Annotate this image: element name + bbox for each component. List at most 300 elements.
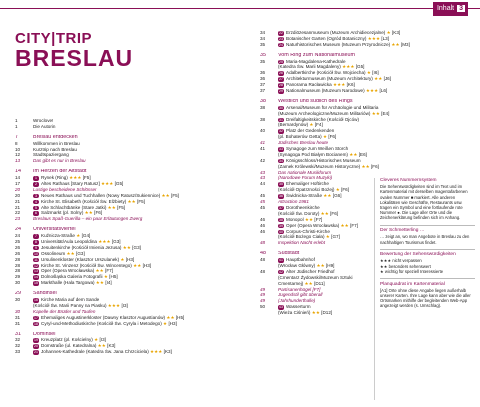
sight-number-badge: 35 [279, 182, 283, 187]
sight-number-badge: 13 [34, 269, 38, 274]
grid-ref: [L6] [378, 88, 388, 94]
page-ref: 34 [260, 35, 266, 41]
page-ref: 42 [260, 157, 266, 163]
grid-ref: [F5] [169, 192, 179, 198]
divider [380, 225, 475, 226]
entry-title: Die Autorin [33, 123, 56, 129]
page-ref: 21 [15, 198, 21, 204]
rating-stars: ★★ [126, 198, 136, 204]
sight-number-badge: 4 [33, 200, 39, 205]
page-number: 3 [459, 5, 463, 12]
sight-number-badge: 33 [279, 147, 283, 152]
grid-ref: [G7] [329, 234, 340, 240]
sight-number-badge: 43 [279, 305, 283, 310]
legend-sidebar [380, 178, 475, 313]
grid-ref: [H5] [107, 274, 118, 280]
page-ref: 29 [15, 274, 21, 280]
page-ref: 31 [15, 331, 21, 337]
entry-title: Ehemaliges Augustinerkloster (Dawny Klasztor Augustianów) [41, 314, 166, 320]
page-ref: 7 [15, 134, 18, 140]
entry-title: Willkommen in Breslau [33, 140, 80, 146]
entry-body [278, 310, 332, 316]
sight-number-badge: 16 [34, 298, 38, 303]
sight-number-badge: 11 [34, 257, 38, 262]
page-ref: 36 [260, 70, 266, 76]
page-ref: 49 [260, 286, 266, 292]
sight-number-badge: 28 [279, 83, 283, 88]
rating-2: ★★ besonders sehenswert [380, 263, 431, 269]
page-ref: 41 [260, 140, 266, 146]
toc-column-left [15, 118, 245, 355]
toc-entry [260, 88, 475, 94]
toc-entry [15, 124, 245, 130]
rating-stars: ★★ [315, 262, 325, 268]
rating-stars: ★★ [65, 250, 75, 256]
grid-block [380, 282, 475, 309]
grid-ref: [G4] [80, 233, 91, 239]
rating-stars: ★★ [96, 343, 106, 349]
rating-1: ★★★ nicht verpassen [380, 258, 422, 264]
sight-number-badge: 32 [279, 129, 283, 134]
rating-stars: ★★ [370, 110, 380, 116]
entry-title: Jugendstil gibt überall [278, 292, 323, 298]
grid-ref: [H5] [174, 314, 185, 320]
toc-entry [260, 42, 475, 48]
page-ref: 13 [15, 158, 21, 164]
grid-ref: [D11] [312, 280, 325, 286]
sight-number-badge: 6 [33, 211, 39, 216]
section-tab [433, 2, 468, 16]
grid-ref: [K3] [390, 30, 401, 35]
sight-number-badge: 9 [33, 246, 39, 251]
sight-number-badge: 40 [279, 229, 283, 234]
numbering-heading: Cleveres Nummernsystem [380, 178, 437, 183]
butterfly-text: … zeigt an, wo man Angebote in Breslau zu den nachhaltigen Tourismus findet. [380, 234, 470, 245]
rating-block [380, 252, 475, 274]
entry-title: Breslaus Spaß-Guerilla – ein paar Erläutungen Zwerg [33, 216, 143, 222]
toc-entry [15, 158, 245, 164]
grid-ref: [F6] [328, 210, 339, 216]
rating-stars: ★ [102, 274, 108, 280]
toc-entry [15, 216, 245, 222]
page-ref: 32 [15, 343, 21, 349]
grid-ref: [J6] [382, 76, 391, 82]
page-ref: 44 [260, 181, 266, 187]
entry-body [33, 158, 86, 164]
entry-title: Wroclove! [33, 118, 54, 123]
sight-number-badge: 27 [279, 77, 283, 82]
entry-title: Botanischer Garten (Ogród Botaniczny) [286, 35, 367, 41]
entry-title: (Kościół Św. Marii Panny na Piasku) [33, 302, 107, 308]
sight-number-badge: 25 [279, 59, 283, 64]
page-ref: 38 [260, 98, 266, 104]
brand [15, 30, 133, 72]
entry-title: Jesuitenkirche (Kościół Imienia Jezusa) [41, 244, 122, 250]
entry-title: (Katedra Św. Marii Magdaleny) [278, 64, 341, 70]
rating-stars: ★★ [160, 192, 170, 198]
entry-title: Kirche St. Elisabeth (Kościół Św. Elżbiety) [41, 198, 127, 204]
entry-title: Alte Schlachtbänke (Stare Jatki) [41, 204, 107, 210]
grid-ref: [I3] [120, 302, 128, 308]
entry-title: Ossolineum [41, 250, 66, 256]
entry-body [278, 88, 387, 94]
entry-title: Erzdiözesanmuseum (Muzeum Archidiecezjalne) [286, 30, 386, 35]
page-ref: 1 [15, 118, 18, 123]
entry-title: (Synagoga Pod Białym Bocianem) [278, 151, 348, 157]
grid-text: [A1] Orte ohne diese Angabe liegen außerhalb unserer Karten. Ihre Lage kann aber wie die aller Ortsmarken mithilfe der begleitenden Web-App angezeigt werden (s. Umschlag). [380, 287, 471, 309]
page-ref: 41 [260, 146, 266, 152]
entry-title: Altes Rathaus [Stary Ratusz] [41, 181, 100, 187]
page-ref: 35 [260, 58, 266, 64]
page-ref: 40 [260, 128, 266, 134]
rating-stars: ★★★ [96, 239, 111, 245]
grid-ref: [I6] [370, 70, 379, 76]
grid-ref: [M3] [399, 41, 410, 47]
toc-entry [15, 321, 245, 327]
page-ref: 43 [260, 175, 266, 181]
page-ref: 49 [260, 298, 266, 304]
rating-stars: ★★ [94, 280, 105, 286]
entry-title: Panorama Racławicka [286, 82, 332, 88]
entry-title: (Wieża Ciśnień) [278, 310, 311, 316]
entry-title: Vom Ring zum Nationalmuseum [278, 52, 355, 58]
rating-stars: ★★ [165, 314, 175, 320]
entry-title: (Narodowe Forum Muzyki) [278, 175, 333, 181]
grid-heading: Planquadrat im Kartenmaterial [380, 281, 445, 287]
sight-number-badge: 21 [34, 350, 38, 355]
page-ref: 24 [15, 227, 21, 233]
page-ref: 20 [15, 192, 21, 198]
sight-number-badge: 5 [33, 206, 39, 211]
page-ref: 35 [260, 52, 266, 58]
rating-stars: ★★ [372, 76, 383, 82]
entry-title: Neues Rathaus und Tuchhallen (Nowy Ratusz/Sukiennice) [41, 192, 161, 198]
butterfly-block [380, 228, 475, 245]
page-ref: 37 [260, 88, 266, 94]
divider [380, 278, 475, 279]
rating-stars: ★★ [319, 210, 329, 216]
page-ref: 14 [15, 169, 21, 175]
page-ref: 50 [260, 304, 266, 310]
sight-number-badge: 17 [34, 315, 38, 320]
entry-title: (Muzeum Archeologiczne/Muzeum Militariów) [278, 110, 371, 116]
entry-title: Wasserturm [286, 304, 311, 310]
grid-ref: [I3] [98, 337, 106, 343]
page-ref: 45 [260, 204, 266, 210]
page-ref: 17 [15, 181, 21, 187]
entry-body [33, 321, 177, 327]
sight-number-badge: 41 [279, 258, 283, 263]
rating-stars: ★ [334, 187, 340, 193]
page-ref: 14 [15, 175, 21, 181]
grid-ref: [G3] [74, 250, 85, 256]
grid-ref: [F5] [115, 204, 126, 210]
grid-ref: [F6] [327, 134, 337, 140]
entry-title: Kirche Maria auf dem Sande [41, 297, 100, 303]
page-ref: 38 [260, 104, 266, 110]
page-ref: 22 [15, 210, 21, 216]
entry-title: Świdnicka-Straße [286, 193, 322, 199]
numbering-block [380, 178, 475, 221]
rating-stars: ★ [321, 134, 328, 140]
rating-stars: ★★★ [340, 64, 355, 70]
grid-ref: [H3] [141, 262, 152, 268]
entry-title: Sandinsel [33, 291, 57, 297]
entry-title: Jüdisches Breslau heute [278, 140, 329, 146]
rating-stars: ★★ [360, 163, 370, 169]
entry-title: Architekturmuseum (Muzeum Architektury) [286, 76, 373, 82]
entry-title: Domstraße (ul. Katedralna) [41, 343, 97, 349]
sight-number-badge: 14 [34, 275, 38, 280]
page-ref: 12 [15, 152, 21, 158]
entry-title: Markthalle (Hala Targowa) [41, 280, 95, 286]
sight-number-badge: 10 [34, 251, 38, 256]
grid-ref: [F6] [92, 210, 103, 216]
book-title: BRESLAU [15, 45, 134, 71]
page-ref: 32 [15, 337, 21, 343]
grid-ref: [K3] [105, 343, 116, 349]
rating-stars: ★ [92, 337, 99, 343]
entry-title: Breslau entdecken [33, 134, 78, 140]
page-ref: 26 [15, 244, 21, 250]
rating-stars: ★★★ [67, 175, 82, 181]
grid-ref: [K3] [162, 349, 172, 355]
sight-number-badge: 20 [34, 344, 38, 349]
grid-ref: [F7] [348, 222, 358, 228]
entry-title: Corpus-Christi-Kirche [286, 228, 330, 234]
entry-title: Salzmarkt (pl. Solny) [41, 210, 84, 216]
entry-body [33, 349, 172, 355]
page-ref: 30 [15, 308, 21, 314]
entry-title: Nationalmuseum (Muzeum Narodowe) [286, 88, 365, 94]
grid-ref: [G5] [354, 64, 365, 70]
page-ref: 38 [260, 116, 266, 122]
page-ref: 43 [260, 169, 266, 175]
entry-body [278, 42, 410, 48]
entry-title: Kuźnicza-Straße [41, 233, 75, 239]
toc-entry [15, 280, 245, 286]
page-ref: 46 [260, 216, 266, 222]
entry-title: Dorotheenkirche [286, 204, 320, 210]
page-ref: 8 [15, 140, 18, 146]
sight-number-badge: 38 [279, 217, 283, 222]
rating-heading: Bewertung der Sehenswürdigkeiten [380, 252, 456, 258]
grid-ref: [E6] [357, 151, 367, 157]
grid-ref: [H9] [324, 262, 335, 268]
sight-number-badge: 36 [279, 194, 283, 199]
grid-ref: [G5] [113, 181, 124, 187]
sight-number-badge: 29 [279, 89, 283, 94]
rating-stars: ★★ [347, 151, 358, 157]
sight-number-badge: 19 [34, 338, 38, 343]
sight-number-badge: 12 [34, 263, 38, 268]
entry-title: Das nationale Musikforum [278, 169, 332, 175]
page-ref: 28 [15, 256, 21, 262]
page-ref: 1 [15, 123, 18, 129]
rating-stars: ★ [161, 320, 168, 326]
grid-ref: [F5] [135, 198, 145, 204]
rating-stars: ★★★ [331, 82, 346, 88]
entry-title: Hauptbahnhof [286, 257, 315, 263]
page-ref: 31 [15, 320, 21, 326]
page-ref: 48 [260, 251, 266, 257]
rating-stars: ★★ [303, 216, 314, 222]
entry-title: Ehemaliger Hoftirche [286, 181, 329, 187]
entry-title: Südstadt [278, 251, 300, 257]
entry-title: Oper (Opera Wrocławska) [41, 268, 95, 274]
entry-title: Adalbertkirche (Kościół Św. Wojciecha) [286, 70, 366, 76]
divider [380, 249, 475, 250]
rating-stars: ★★★ [364, 88, 379, 94]
sight-number-badge: 24 [279, 42, 283, 47]
page-ref: 28 [15, 268, 21, 274]
entry-body [33, 280, 112, 286]
page-ref: 20 [15, 186, 21, 192]
entry-title: (Kościół Bożego Ciała) [278, 234, 325, 240]
rating-stars: ★★★ [106, 302, 121, 308]
rating-stars: ★★ [303, 280, 313, 286]
entry-title: Königsschloss/Historisches Museum [286, 157, 361, 163]
rating-stars: ★★ [106, 204, 116, 210]
entry-title: Arsenal/Museum für Archäologie und Militaria [286, 104, 379, 110]
page-ref: 10 [15, 146, 21, 152]
page-ref: 36 [260, 76, 266, 82]
entry-title: (Jahrhunderthalle) [278, 298, 316, 304]
rating-stars: ★★ [339, 222, 349, 228]
entry-title: (pl. Bohaterów Getta) [278, 134, 322, 140]
rating-stars: ★ [324, 234, 330, 240]
page-ref: 46 [260, 222, 266, 228]
page-ref: 45 [260, 193, 266, 199]
rating-stars: ★★ [83, 210, 93, 216]
section-label: Inhalt [436, 5, 455, 12]
page-ref: 48 [260, 257, 266, 263]
entry-title: (Zamek Królewski/Muzeum Historyczne) [278, 163, 361, 169]
entry-title: Cmentarnej) [278, 280, 304, 286]
sight-number-badge: 8 [33, 240, 39, 245]
sight-number-badge: 18 [34, 321, 38, 326]
entry-body [278, 240, 325, 246]
entry-title: Dreifaltigkeitskirche (Kościół Ojców) [286, 116, 360, 122]
entry-title: (Wrocław Główny) [278, 262, 316, 268]
column-divider [374, 178, 375, 400]
numbering-text: Die Sehenswürdigkeiten sind im Text und im Kartenmaterial mit derselben magentafarbenen ovalen Nummer ■ markiert. Alle anderen Lokalitäten wie Geschäfte, Restaurants usw. tragen ein Symbol und eine fortlaufende rote Nummer ●. Die Lage aller Orte und die Zeichenerklärung befinden sich im Anhang. [380, 184, 468, 221]
sight-number-badge: 22 [279, 31, 283, 35]
page-ref: 31 [15, 314, 21, 320]
grid-ref: [G3] [130, 244, 141, 250]
entry-title: Westlich und südlich des Rings [278, 98, 353, 104]
page-ref: 37 [260, 82, 266, 88]
page-ref: 48 [260, 268, 266, 274]
rating-stars: ★★ [131, 262, 142, 268]
sight-number-badge: 42 [279, 269, 283, 274]
sight-number-badge: 3 [33, 194, 39, 199]
entry-title: Kurztrip nach Breslau [33, 146, 77, 152]
sight-number-badge: 34 [279, 158, 283, 163]
grid-ref: [E4] [379, 110, 390, 116]
page-ref: 23 [15, 216, 21, 222]
grid-ref: [K6] [345, 82, 355, 88]
grid-ref: [F7] [103, 268, 113, 274]
page-ref: 30 [15, 297, 21, 303]
entry-title: Dominsel [33, 331, 56, 337]
page-ref: 24 [15, 233, 21, 239]
entry-title: Kirche St. Vinzenz (Kościół Św. Wincentego) [41, 262, 132, 268]
entry-body [33, 124, 55, 130]
entry-title: Rynek (Ring) [41, 175, 68, 181]
entry-title: Dolnośląska Galeria Fotografii [41, 274, 103, 280]
grid-ref: [F6] [339, 187, 350, 193]
grid-ref: [F5] [81, 175, 91, 181]
rating-stars: ★ [385, 30, 391, 35]
entry-title: (Kościół Opatrzności Bożej) [278, 187, 335, 193]
sight-number-badge: 39 [279, 223, 283, 228]
entry-title: Im Herzen der Altstadt [33, 169, 87, 175]
toc-entry [15, 349, 245, 355]
entry-title: (Bernardynów) [278, 122, 309, 128]
grid-ref: [F6] [369, 163, 379, 169]
entry-title: Das gibt es nur in Breslau [33, 158, 86, 164]
entry-title: Attraction 1981 [278, 199, 309, 205]
page-ref: 49 [260, 292, 266, 298]
grid-ref: [D12] [319, 310, 333, 316]
entry-title: Cyryl-und-Methodiuskirche (Kościół Św. Cyryla i Metodego) [41, 320, 162, 326]
entry-title: Synagoge zum Weißen Storch [286, 146, 349, 152]
entry-title: Stadtspaziergang [33, 152, 69, 158]
grid-ref: [G6] [331, 193, 342, 199]
butterfly-heading: Der Schmetterling … [380, 228, 425, 234]
page-ref: 46 [260, 228, 266, 234]
grid-ref: [I4] [104, 280, 112, 286]
page-header [0, 0, 480, 20]
rating-stars: ★★ [121, 244, 131, 250]
sight-number-badge: 15 [34, 281, 38, 286]
sight-number-badge: 1 [33, 176, 39, 181]
entry-title: Inspektion Nacht erlebt [278, 240, 325, 246]
page-ref: 29 [15, 291, 21, 297]
rating-stars: ★★ [390, 41, 400, 47]
entry-title: Kreuzplatz (pl. Kościelny) [41, 337, 93, 343]
sight-number-badge: 30 [279, 105, 283, 110]
header-rule [0, 8, 480, 9]
rating-stars: ★ [119, 256, 125, 262]
rating-stars: ★★ [310, 310, 320, 316]
entry-title: Johannes-Kathedrale (Katedra Św. Jana Chrzciciela) [41, 349, 149, 355]
entry-title: Lustige bescheidene Schlösser [33, 186, 97, 192]
page-ref: 34 [260, 30, 266, 35]
entry-title: Maria-Magdalena-Kathedrale [286, 58, 346, 64]
entry-title: Ursulinenkloster (Klasztor Urszulanek) [41, 256, 120, 262]
grid-ref: [G3] [110, 239, 121, 245]
sight-number-badge: 2 [33, 182, 39, 187]
page-ref: 21 [15, 204, 21, 210]
sight-number-badge: 37 [279, 205, 283, 210]
entry-title: (Kościół Św. Doroty) [278, 210, 320, 216]
grid-ref: [H3] [124, 256, 135, 262]
grid-ref: [F4] [313, 122, 323, 128]
rating-3: ★ wichtig für speziell Interessierte [380, 268, 444, 274]
page-ref: 25 [15, 239, 21, 245]
grid-ref: [L3] [380, 35, 390, 41]
page-ref: 30 [15, 280, 21, 286]
entry-title: Universität/Aula Leopoldina [41, 239, 97, 245]
page-ref: 33 [15, 349, 21, 355]
grid-ref: [F7] [313, 216, 323, 222]
sight-number-badge: 31 [279, 117, 283, 122]
rating-stars: ★★★ [99, 181, 114, 187]
rating-stars: ★★ [94, 268, 104, 274]
sight-number-badge: 7 [33, 234, 39, 239]
